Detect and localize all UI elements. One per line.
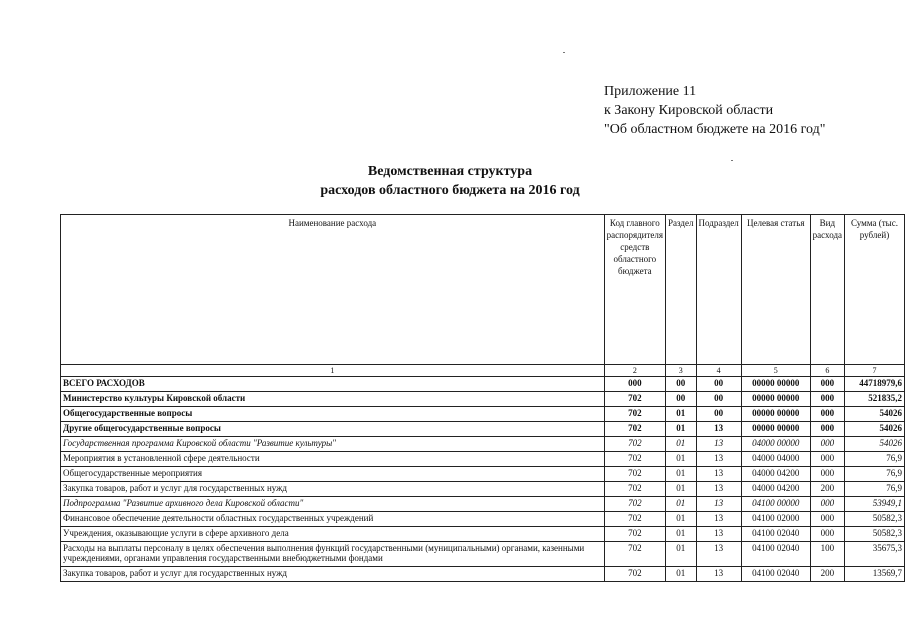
row-subsection: 13 bbox=[696, 482, 741, 497]
table-row bbox=[61, 407, 905, 422]
header-sum: Сумма (тыс. рублей) bbox=[845, 215, 905, 365]
row-sum: 50582,3 bbox=[845, 512, 905, 527]
row-sum: 53949,1 bbox=[845, 497, 905, 512]
row-code: 702 bbox=[604, 467, 665, 482]
row-name: ВСЕГО РАСХОДОВ bbox=[61, 377, 605, 392]
row-sum: 521835,2 bbox=[845, 392, 905, 407]
row-name: Подпрограмма "Развитие архивного дела Кировской области" bbox=[61, 497, 605, 512]
col-number: 7 bbox=[845, 365, 905, 377]
col-number: 2 bbox=[604, 365, 665, 377]
row-section: 00 bbox=[666, 392, 696, 407]
title-line-2: расходов областного бюджета на 2016 год bbox=[320, 183, 580, 198]
row-sum: 13569,7 bbox=[845, 567, 905, 582]
row-target: 04100 00000 bbox=[741, 497, 810, 512]
row-code: 000 bbox=[604, 377, 665, 392]
row-code: 702 bbox=[604, 542, 665, 567]
row-target: 00000 00000 bbox=[741, 407, 810, 422]
row-section: 01 bbox=[666, 497, 696, 512]
title-line-1: Ведомственная структура bbox=[367, 164, 533, 179]
row-subsection: 13 bbox=[696, 422, 741, 437]
header-kind: Вид расхода bbox=[810, 215, 844, 365]
row-section: 01 bbox=[666, 467, 696, 482]
row-name: Общегосударственные вопросы bbox=[61, 407, 605, 422]
table-row bbox=[61, 482, 905, 497]
row-section: 01 bbox=[666, 422, 696, 437]
row-kind: 200 bbox=[810, 567, 844, 582]
row-target: 04100 02040 bbox=[741, 542, 810, 567]
row-sum: 54026 bbox=[845, 437, 905, 452]
row-target: 04000 04200 bbox=[741, 467, 810, 482]
row-code: 702 bbox=[604, 512, 665, 527]
row-section: 01 bbox=[666, 542, 696, 567]
row-section: 00 bbox=[666, 377, 696, 392]
row-kind: 100 bbox=[810, 542, 844, 567]
row-name: Финансовое обеспечение деятельности областных государственных учреждений bbox=[61, 512, 605, 527]
row-section: 01 bbox=[666, 567, 696, 582]
row-kind: 200 bbox=[810, 482, 844, 497]
table-row bbox=[61, 422, 905, 437]
col-number: 1 bbox=[61, 365, 605, 377]
header-row bbox=[61, 215, 905, 365]
table-row bbox=[61, 452, 905, 467]
row-code: 702 bbox=[604, 422, 665, 437]
row-subsection: 13 bbox=[696, 497, 741, 512]
row-subsection: 13 bbox=[696, 567, 741, 582]
row-subsection: 13 bbox=[696, 542, 741, 567]
row-name: Общегосударственные мероприятия bbox=[61, 467, 605, 482]
row-subsection: 13 bbox=[696, 467, 741, 482]
table-row bbox=[61, 437, 905, 452]
row-subsection: 00 bbox=[696, 392, 741, 407]
col-number: 5 bbox=[741, 365, 810, 377]
row-target: 04000 04200 bbox=[741, 482, 810, 497]
row-sum: 76,9 bbox=[845, 482, 905, 497]
row-name: Учреждения, оказывающие услуги в сфере архивного дела bbox=[61, 527, 605, 542]
row-target: 04100 02000 bbox=[741, 512, 810, 527]
row-code: 702 bbox=[604, 482, 665, 497]
row-kind: 000 bbox=[810, 512, 844, 527]
col-number: 3 bbox=[666, 365, 696, 377]
header-section: Раздел bbox=[666, 215, 696, 365]
row-sum: 76,9 bbox=[845, 452, 905, 467]
row-name: Другие общегосударственные вопросы bbox=[61, 422, 605, 437]
row-sum: 44718979,6 bbox=[845, 377, 905, 392]
row-section: 01 bbox=[666, 437, 696, 452]
row-target: 00000 00000 bbox=[741, 392, 810, 407]
row-code: 702 bbox=[604, 407, 665, 422]
row-name: Мероприятия в установленной сфере деятельности bbox=[61, 452, 605, 467]
appendix-note bbox=[604, 82, 825, 139]
header-name: Наименование расхода bbox=[61, 215, 605, 365]
row-name: Закупка товаров, работ и услуг для государственных нужд bbox=[61, 482, 605, 497]
row-target: 04100 02040 bbox=[741, 567, 810, 582]
table-row bbox=[61, 542, 905, 567]
table-row bbox=[61, 377, 905, 392]
row-name: Государственная программа Кировской области "Развитие культуры" bbox=[61, 437, 605, 452]
row-section: 01 bbox=[666, 407, 696, 422]
appendix-line-1: Приложение 11 bbox=[604, 84, 697, 99]
row-name: Расходы на выплаты персоналу в целях обеспечения выполнения функций государственными (муниципальными) органами, казенными учреждениями, органами управления государственными внебюджетными фондами bbox=[61, 542, 605, 567]
row-section: 01 bbox=[666, 527, 696, 542]
row-code: 702 bbox=[604, 452, 665, 467]
appendix-line-3: "Об областном бюджете на 2016 год" bbox=[604, 122, 826, 137]
header-subsection: Подраздел bbox=[696, 215, 741, 365]
row-code: 702 bbox=[604, 437, 665, 452]
header-target: Целевая статья bbox=[741, 215, 810, 365]
row-kind: 000 bbox=[810, 422, 844, 437]
row-kind: 000 bbox=[810, 467, 844, 482]
row-name: Закупка товаров, работ и услуг для государственных нужд bbox=[61, 567, 605, 582]
table-row bbox=[61, 497, 905, 512]
row-kind: 000 bbox=[810, 392, 844, 407]
col-number: 6 bbox=[810, 365, 844, 377]
row-target: 04000 00000 bbox=[741, 437, 810, 452]
header-code: Код главного распорядителя средств областного бюджета bbox=[604, 215, 665, 365]
row-subsection: 13 bbox=[696, 527, 741, 542]
table-row bbox=[61, 392, 905, 407]
row-section: 01 bbox=[666, 482, 696, 497]
row-kind: 000 bbox=[810, 527, 844, 542]
row-target: 00000 00000 bbox=[741, 422, 810, 437]
col-number: 4 bbox=[696, 365, 741, 377]
document-title bbox=[300, 162, 600, 200]
table-row bbox=[61, 567, 905, 582]
row-name: Министерство культуры Кировской области bbox=[61, 392, 605, 407]
row-sum: 35675,3 bbox=[845, 542, 905, 567]
scan-speck bbox=[731, 160, 733, 161]
table-row bbox=[61, 512, 905, 527]
row-subsection: 00 bbox=[696, 407, 741, 422]
table-row bbox=[61, 467, 905, 482]
row-section: 01 bbox=[666, 452, 696, 467]
row-kind: 000 bbox=[810, 497, 844, 512]
scan-speck bbox=[563, 52, 565, 53]
row-kind: 000 bbox=[810, 452, 844, 467]
row-kind: 000 bbox=[810, 437, 844, 452]
column-number-row bbox=[61, 365, 905, 377]
budget-table bbox=[60, 214, 905, 582]
row-subsection: 13 bbox=[696, 437, 741, 452]
row-sum: 50582,3 bbox=[845, 527, 905, 542]
table-row bbox=[61, 527, 905, 542]
row-subsection: 13 bbox=[696, 452, 741, 467]
row-kind: 000 bbox=[810, 407, 844, 422]
row-code: 702 bbox=[604, 527, 665, 542]
row-code: 702 bbox=[604, 497, 665, 512]
appendix-line-2: к Закону Кировской области bbox=[604, 103, 774, 118]
row-target: 00000 00000 bbox=[741, 377, 810, 392]
row-code: 702 bbox=[604, 392, 665, 407]
row-subsection: 00 bbox=[696, 377, 741, 392]
row-target: 04100 02040 bbox=[741, 527, 810, 542]
row-code: 702 bbox=[604, 567, 665, 582]
row-section: 01 bbox=[666, 512, 696, 527]
row-sum: 54026 bbox=[845, 407, 905, 422]
row-kind: 000 bbox=[810, 377, 844, 392]
row-subsection: 13 bbox=[696, 512, 741, 527]
row-sum: 76,9 bbox=[845, 467, 905, 482]
row-target: 04000 04000 bbox=[741, 452, 810, 467]
row-sum: 54026 bbox=[845, 422, 905, 437]
